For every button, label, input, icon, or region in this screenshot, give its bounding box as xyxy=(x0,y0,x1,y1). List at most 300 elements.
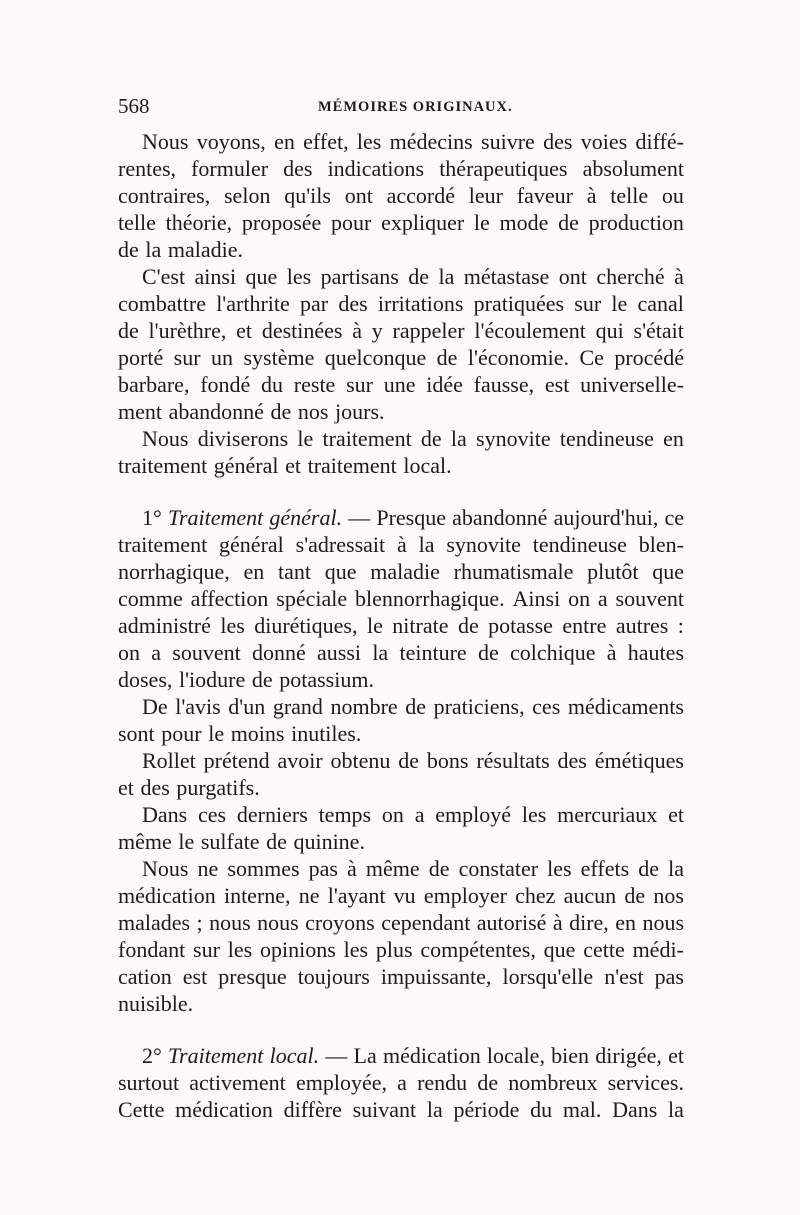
word: sommes xyxy=(227,856,300,881)
word: des xyxy=(283,156,313,181)
word: comme xyxy=(118,586,183,611)
word: en xyxy=(243,559,265,584)
text-line xyxy=(118,909,684,936)
word: selon xyxy=(224,183,271,208)
word: leur xyxy=(468,183,503,208)
word: à xyxy=(552,910,563,935)
text-line xyxy=(118,666,684,693)
text-line xyxy=(118,425,684,452)
word: Presque xyxy=(376,505,447,530)
word: l'avis xyxy=(175,694,221,719)
text-line xyxy=(118,585,684,612)
word: diviserons xyxy=(197,426,289,451)
word: temps xyxy=(318,802,372,827)
word: diffère xyxy=(283,1097,342,1122)
word: diurétiques, xyxy=(254,613,358,638)
word: sur xyxy=(346,372,373,397)
word: Traitement xyxy=(167,505,264,530)
word: nuisible. xyxy=(118,991,194,1016)
word: 2° xyxy=(142,1043,162,1068)
word: rhumatismale xyxy=(453,559,574,584)
word: — xyxy=(348,505,371,530)
word: à xyxy=(347,856,357,881)
text-line xyxy=(118,182,684,209)
word: donné xyxy=(252,640,306,665)
word: Rollet xyxy=(142,748,196,773)
word: que xyxy=(652,559,684,584)
word: le xyxy=(611,291,628,316)
paragraph-gap xyxy=(118,479,684,504)
word: doses, xyxy=(118,667,173,692)
word: le xyxy=(297,426,314,451)
word: du xyxy=(530,1097,553,1122)
word: on xyxy=(568,586,591,611)
word: théorie, xyxy=(165,210,233,235)
word: et xyxy=(118,775,134,800)
word: nous xyxy=(209,910,251,935)
word: canal xyxy=(637,291,684,316)
word: médi- xyxy=(632,937,684,962)
word: cherché xyxy=(596,264,665,289)
word: Nous xyxy=(142,129,189,154)
word: de xyxy=(436,345,458,370)
word: vu xyxy=(393,883,416,908)
word: autres xyxy=(615,613,669,638)
word: maladie xyxy=(370,559,440,584)
word: — xyxy=(325,1043,348,1068)
word: l'écoulement xyxy=(474,318,586,343)
word: l'arthrite xyxy=(216,291,290,316)
word: accordé xyxy=(386,183,456,208)
word: chez xyxy=(515,883,556,908)
word: diffé- xyxy=(635,129,684,154)
word: les xyxy=(220,613,245,638)
text-line xyxy=(118,1096,684,1123)
word: pas xyxy=(308,856,338,881)
word: contraires, xyxy=(118,183,211,208)
word: les xyxy=(286,264,312,289)
word: les xyxy=(343,937,369,962)
text-line xyxy=(118,558,684,585)
text-line xyxy=(118,801,684,828)
word: une xyxy=(383,372,416,397)
word: locale, xyxy=(486,1043,545,1068)
word: potasse xyxy=(488,613,553,638)
word: 1° xyxy=(142,505,162,530)
word: sur xyxy=(173,345,201,370)
text-line xyxy=(118,209,684,236)
word: de xyxy=(270,399,292,424)
word: même xyxy=(365,856,420,881)
word: ne xyxy=(298,883,320,908)
text-line xyxy=(118,693,684,720)
word: on xyxy=(118,640,140,665)
word: opinions xyxy=(259,937,336,962)
word: mal. xyxy=(562,1097,602,1122)
word: proposée xyxy=(241,210,322,235)
word: sur xyxy=(193,937,220,962)
word: le xyxy=(473,210,490,235)
word: et xyxy=(236,318,253,343)
word: nos xyxy=(297,399,329,424)
word: formuler xyxy=(191,156,269,181)
word: émétiques xyxy=(594,748,684,773)
word: médecins xyxy=(389,129,473,154)
word: est xyxy=(182,964,208,989)
word: entre xyxy=(562,613,607,638)
word: que xyxy=(324,559,357,584)
word: potassium. xyxy=(279,667,374,692)
text-line xyxy=(118,855,684,882)
text-line xyxy=(118,290,684,317)
word: quelconque xyxy=(324,345,427,370)
word: les xyxy=(356,129,382,154)
word: faveur xyxy=(516,183,573,208)
word: général xyxy=(219,532,284,557)
word: de xyxy=(638,856,659,881)
word: ment xyxy=(118,399,162,424)
word: nous xyxy=(642,910,684,935)
word: aussi xyxy=(317,640,362,665)
word: fondé xyxy=(200,372,251,397)
word: même xyxy=(118,829,172,854)
word: ne xyxy=(197,856,219,881)
word: C'est xyxy=(142,264,186,289)
word: ; xyxy=(196,910,203,935)
word: interne, xyxy=(223,883,291,908)
text-line xyxy=(118,1069,684,1096)
word: jours. xyxy=(335,399,385,424)
text-line xyxy=(118,936,684,963)
word: combattre xyxy=(118,291,206,316)
word: De xyxy=(142,694,168,719)
word: le xyxy=(208,721,225,746)
word: l'iodure xyxy=(178,667,246,692)
word: telle xyxy=(118,210,156,235)
word: que xyxy=(245,264,278,289)
word: nos xyxy=(653,883,684,908)
word: et xyxy=(668,802,684,827)
word: est xyxy=(544,372,570,397)
word: n'est xyxy=(604,964,644,989)
word: traitement xyxy=(118,453,208,478)
word: Nous xyxy=(142,426,189,451)
text-line xyxy=(118,639,684,666)
text-line xyxy=(118,452,684,479)
word: le xyxy=(366,613,383,638)
word: de xyxy=(457,613,479,638)
word: compétentes, xyxy=(420,937,536,962)
word: ce xyxy=(664,505,684,530)
word: barbare, xyxy=(118,372,190,397)
word: plus xyxy=(375,937,413,962)
word: l'urèthre, xyxy=(148,318,227,343)
word: porté xyxy=(118,345,164,370)
text-line xyxy=(118,371,684,398)
word: que xyxy=(543,937,576,962)
word: traitement xyxy=(118,532,208,557)
word: purgatifs. xyxy=(176,775,260,800)
word: des xyxy=(543,129,573,154)
text-line xyxy=(118,720,684,747)
word: cette xyxy=(583,937,625,962)
word: aujourd'hui, xyxy=(553,505,659,530)
word: et xyxy=(668,1043,684,1068)
word: médication xyxy=(382,1043,481,1068)
word: les xyxy=(547,856,572,881)
word: ainsi xyxy=(194,264,237,289)
text-line xyxy=(118,990,684,1017)
word: partisans xyxy=(320,264,399,289)
text-line xyxy=(118,531,684,558)
word: employer xyxy=(423,883,507,908)
word: l'ayant xyxy=(327,883,386,908)
word: moins xyxy=(230,721,285,746)
word: bons xyxy=(426,748,469,773)
word: avoir xyxy=(277,748,323,773)
word: reste xyxy=(293,372,336,397)
word: constater xyxy=(458,856,539,881)
word: résultats xyxy=(476,748,550,773)
word: des xyxy=(557,748,587,773)
text-line xyxy=(118,882,684,909)
word: nitrate xyxy=(392,613,449,638)
word: grand xyxy=(272,694,323,719)
word: abandonné xyxy=(168,399,264,424)
word: les xyxy=(521,802,547,827)
word: spéciale xyxy=(276,586,348,611)
word: a xyxy=(597,586,608,611)
word: les xyxy=(227,937,253,962)
word: services. xyxy=(607,1070,684,1095)
word: a xyxy=(397,1070,407,1095)
word: y xyxy=(371,318,383,343)
word: local. xyxy=(269,1043,320,1068)
word: voyons, xyxy=(196,129,266,154)
word: norrhagique, xyxy=(118,559,230,584)
word: Ce xyxy=(579,345,604,370)
word: production xyxy=(588,210,684,235)
word: blennorrhagique. xyxy=(354,586,505,611)
text-line xyxy=(118,263,684,290)
text-line xyxy=(118,155,684,182)
word: effets xyxy=(580,856,630,881)
word: de xyxy=(251,667,273,692)
word: ont xyxy=(558,264,587,289)
page-number: 568 xyxy=(118,94,150,118)
word: le xyxy=(178,829,195,854)
word: a xyxy=(151,640,162,665)
word: d'un xyxy=(228,694,266,719)
word: tendineuse xyxy=(559,426,654,451)
word: voies xyxy=(580,129,628,154)
word: rendu xyxy=(417,1070,468,1095)
word: la xyxy=(145,237,162,262)
word: obtenu xyxy=(330,748,391,773)
word: par xyxy=(300,291,329,316)
word: presque xyxy=(218,964,287,989)
word: à xyxy=(606,640,617,665)
body-text xyxy=(118,128,684,1123)
word: prétend xyxy=(203,748,270,773)
word: fondant xyxy=(118,937,186,962)
word: de xyxy=(405,694,427,719)
word: qu'ils xyxy=(284,183,331,208)
word: administré xyxy=(118,613,211,638)
word: la xyxy=(438,264,455,289)
word: tant xyxy=(278,559,312,584)
word: toujours xyxy=(297,964,370,989)
word: hautes xyxy=(627,640,684,665)
text-line xyxy=(118,236,684,263)
word: l'économie. xyxy=(467,345,569,370)
word: rappeler xyxy=(392,318,465,343)
page-header xyxy=(118,94,686,120)
word: on xyxy=(381,802,404,827)
word: souvent xyxy=(615,586,684,611)
word: sont xyxy=(118,721,155,746)
word: de xyxy=(624,883,646,908)
word: telle xyxy=(610,183,649,208)
word: plutôt xyxy=(587,559,639,584)
word: inutiles. xyxy=(291,721,362,746)
word: Dans xyxy=(612,1097,658,1122)
word: derniers xyxy=(236,802,308,827)
word: nombreux xyxy=(508,1070,598,1095)
word: pratiquées xyxy=(473,291,565,316)
word: en xyxy=(663,426,684,451)
word: de xyxy=(398,748,420,773)
word: ces xyxy=(532,694,561,719)
word: la xyxy=(450,426,467,451)
word: mode xyxy=(499,210,549,235)
text-line xyxy=(118,504,684,531)
word: sulfate xyxy=(200,829,260,854)
word: dirigée, xyxy=(595,1043,662,1068)
word: médication xyxy=(118,883,216,908)
word: Dans xyxy=(142,802,188,827)
word: : xyxy=(677,613,684,638)
word: malades xyxy=(118,910,191,935)
word: pas xyxy=(654,964,684,989)
word: bien xyxy=(551,1043,590,1068)
word: thérapeutiques xyxy=(439,156,568,181)
word: employée, xyxy=(295,1070,387,1095)
word: praticiens, xyxy=(433,694,525,719)
word: la xyxy=(426,1097,443,1122)
paragraph-gap xyxy=(118,1017,684,1042)
word: des xyxy=(140,775,170,800)
word: période xyxy=(453,1097,520,1122)
word: cependant xyxy=(381,910,471,935)
word: abandonné xyxy=(452,505,548,530)
word: de xyxy=(477,640,499,665)
word: de xyxy=(558,210,579,235)
word: à xyxy=(674,264,684,289)
word: nombre xyxy=(330,694,398,719)
text-line xyxy=(118,344,684,371)
word: de xyxy=(477,1070,499,1095)
word: et xyxy=(285,453,301,478)
word: général xyxy=(213,453,279,478)
word: de xyxy=(408,264,430,289)
word: absolument xyxy=(582,156,684,181)
word: autorisé xyxy=(476,910,547,935)
word: système xyxy=(243,345,315,370)
word: a xyxy=(414,802,425,827)
text-line xyxy=(118,828,684,855)
word: ou xyxy=(661,183,684,208)
word: un xyxy=(211,345,233,370)
word: aucun xyxy=(563,883,617,908)
word: expliquer xyxy=(381,210,465,235)
word: la xyxy=(668,1097,684,1122)
word: à xyxy=(397,532,407,557)
word: ces xyxy=(198,802,227,827)
word: La xyxy=(353,1043,377,1068)
word: croyons xyxy=(305,910,375,935)
word: dire, xyxy=(569,910,609,935)
word: fausse, xyxy=(473,372,535,397)
word: de xyxy=(118,237,139,262)
word: s'était xyxy=(633,318,684,343)
word: maladie. xyxy=(167,237,243,262)
word: de xyxy=(118,318,139,343)
word: synovite xyxy=(446,532,521,557)
text-line xyxy=(118,398,684,425)
word: la xyxy=(668,856,684,881)
word: métastase xyxy=(463,264,550,289)
word: ont xyxy=(344,183,373,208)
word: synovite xyxy=(476,426,551,451)
word: souvent xyxy=(172,640,241,665)
word: à xyxy=(352,318,363,343)
word: blen- xyxy=(638,532,684,557)
word: mercuriaux xyxy=(557,802,658,827)
word: en xyxy=(274,129,295,154)
word: idée xyxy=(426,372,463,397)
running-title: MÉMOIRES ORIGINAUX. xyxy=(318,99,513,115)
word: sur xyxy=(574,291,602,316)
word: Cette xyxy=(118,1097,165,1122)
text-line xyxy=(118,612,684,639)
text-line xyxy=(118,1042,684,1069)
word: traitement xyxy=(307,453,397,478)
word: suivre xyxy=(481,129,535,154)
word: teinture xyxy=(399,640,467,665)
word: destinées xyxy=(261,318,343,343)
word: suivant xyxy=(352,1097,417,1122)
text-line xyxy=(118,128,684,155)
word: procédé xyxy=(614,345,684,370)
word: effet, xyxy=(303,129,349,154)
word: employé xyxy=(435,802,512,827)
word: tendineuse xyxy=(532,532,627,557)
word: rentes, xyxy=(118,156,177,181)
text-line xyxy=(118,774,684,801)
text-line xyxy=(118,963,684,990)
word: quinine. xyxy=(293,829,365,854)
word: Ainsi xyxy=(512,586,561,611)
word: à xyxy=(586,183,597,208)
word: des xyxy=(338,291,368,316)
word: médicaments xyxy=(567,694,684,719)
word: de xyxy=(420,426,442,451)
word: impuissante, xyxy=(380,964,492,989)
word: pour xyxy=(331,210,372,235)
word: général. xyxy=(269,505,343,530)
word: activement xyxy=(189,1070,286,1095)
